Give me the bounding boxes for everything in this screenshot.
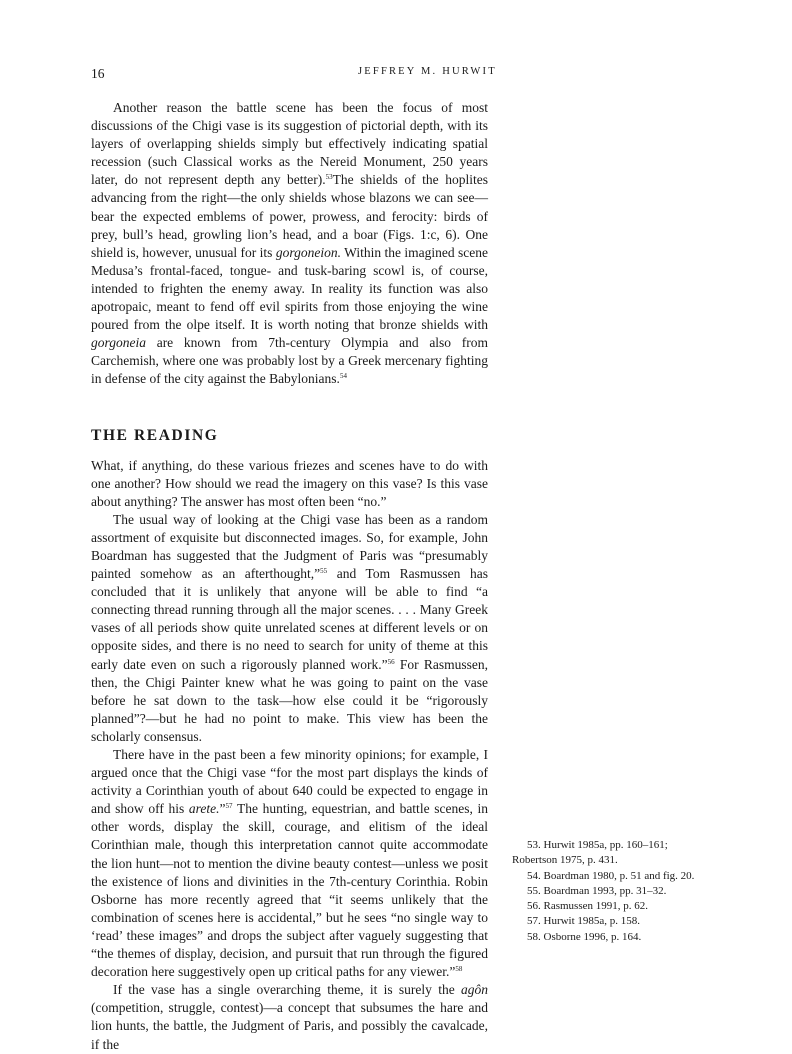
footnote-ref-53[interactable]: 53 [325,173,333,182]
footnote-ref-57[interactable]: 57 [225,802,233,811]
footnote-53: 53. Hurwit 1985a, pp. 160–161; Robertson 1975, p. 431. [512,839,668,867]
running-head: JEFFREY M. HURWIT [358,66,497,77]
paragraph-minority-opinions: There have in the past been a few minority opinions; for example, I argued once that the Chigi vase “for the most part displays the kinds of activity a Corinthian youth of about 640 could be expected to engage in and show off his arete.”$^{57}$ The hunting, equestrian, and battle scenes, in other words, display the skill, courage, and elitism of the ideal Corinthian male, though this interpretation cannot quite accommodate the lion hunt—not to mention the divine beauty contest—unless we posit the existence of lions and divinities in the 7th-century Corinthia. Robin Osborne has more recently agreed that “it seems unlikely that the combination of scenes here is accidental,” but he sees “no single way to ‘read’ these images” and drops the subject after vaguely suggesting that “the themes of display, decision, and pursuit that run through the figured decoration here suggestively open up critical paths for any viewer.”$^{58}$ [91,747,488,980]
footnote-ref-56[interactable]: 56 [387,657,395,666]
paragraph-agon: If the vase has a single overarching theme, it is surely the agôn (competition, struggle, contest)—a concept that subsumes the hare and lion hunts, the battle, the Judgment of Paris, and possibly the cavalcade, if the [91,982,488,1052]
section-heading: THE READING [91,426,219,444]
footnote-56: 56. Rasmussen 1991, p. 62. [527,900,648,913]
footnote-57: 57. Hurwit 1985a, p. 158. [527,915,641,928]
paragraph-reading-question: What, if anything, do these various friezes and scenes have to do with one another? How should we read the imagery on this vase? Is this vase about anything? The answer has most often been “no.” [91,457,488,509]
paragraph-battle-scene: Another reason the battle scene has been the focus of most discussions of the Chigi vase is its suggestion of pictorial depth, with its layers of overlapping shields simply but effectively indicating spatial recession (such Classical works as the Nereid Monument, 250 years later, do not represent depth any better).$^{53}$The shields of the hoplites advancing from the right—the only shields whose blazons we can see—bear the expected emblems of power, prowess, and ferocity: birds of prey, bull’s head, growling lion’s head, and a boar (Figs. 1:c, 6). One shield is, however, unusual for its gorgoneion. Within the imagined scene Medusa’s frontal-faced, tongue- and tusk-baring scowl is, of course, intended to frighten the enemy away. In reality its function was also apotropaic, meant to fend off evil spirits from those enjoying the wine poured from the olpe itself. It is worth noting that bronze shields with gorgoneia are known from 7th-century Olympia and also from Carchemish, where one was probably lost by a Greek mercenary fighting in defense of the city against the Babylonians.$^{54}$ [91,100,489,387]
main-text-column [91,99,488,1054]
paragraph-random-assortment: The usual way of looking at the Chigi vase has been as a random assortment of exquisite but disconnected images. So, for example, John Boardman has suggested that the Judgment of Paris was “presumably painted somehow as an afterthought,”$^{55}$ and Tom Rasmussen has concluded that it is unlikely that anyone will be able to find “a connecting thread running through all the major scenes. . . . Many Greek vases of all periods show quite unrelated scenes at different levels or on opposite sides, and there is no need to search for unity of theme at this early date even on such a rigorously planned work.”$^{56}$ For Rasmussen, then, the Chigi Painter knew what he was going to paint on the vase before he sat down to the task—how else could it be “rigorously planned”?—but he had no point to make. This view has been the scholarly consensus. [91,511,488,744]
footnote-ref-54[interactable]: 54 [339,372,347,381]
page-number: 16 [91,66,105,81]
footnote-ref-55[interactable]: 55 [320,567,328,576]
footnote-58: 58. Osborne 1996, p. 164. [527,930,642,943]
footnotes [512,838,712,945]
footnote-55: 55. Boardman 1993, pp. 31–32. [527,884,667,897]
footnote-54: 54. Boardman 1980, p. 51 and fig. 20. [527,869,695,882]
footnote-ref-58[interactable]: 58 [455,965,463,974]
